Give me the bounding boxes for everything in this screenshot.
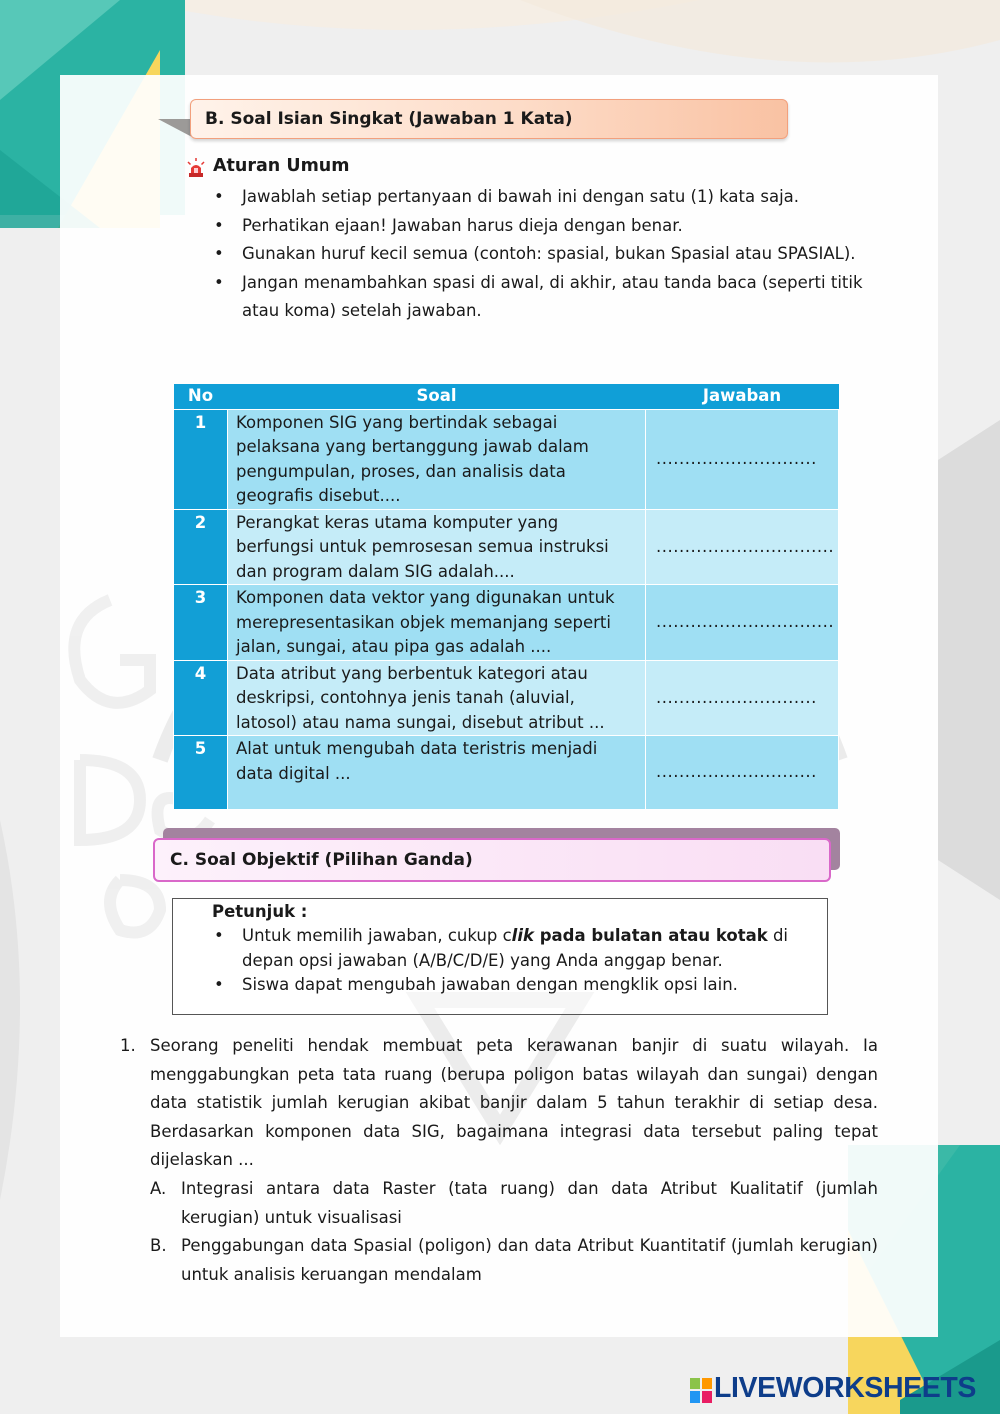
question-text: Data atribut yang berbentuk kategori atau deskripsi, contohnya jenis tanah (aluvial, latosol) atau nama sungai, disebut atribut ... — [228, 660, 646, 736]
table-row — [174, 509, 839, 585]
rule-item: • Gunakan huruf kecil semua (contoh: spasial, bukan Spasial atau SPASIAL). — [214, 244, 856, 263]
section-c-header — [153, 838, 831, 882]
table-row — [174, 660, 839, 736]
rules-list — [214, 183, 864, 326]
instruction-item: • Untuk memilih jawaban, cukup clik pada bulatan atau kotak di depan opsi jawaban (A/B/C/D/E) yang Anda anggap benar. — [214, 926, 789, 970]
question-text: Komponen data vektor yang digunakan untuk merepresentasikan objek memanjang seperti jalan, sungai, atau pipa gas adalah .... — [228, 585, 646, 661]
liveworksheets-logo-icon — [690, 1378, 712, 1403]
section-b-header — [190, 99, 788, 139]
option-letter: B. — [150, 1236, 167, 1256]
option-text: Penggabungan data Spasial (poligon) dan data Atribut Kuantitatif (jumlah kerugian) untuk analisis keruangan mendalam — [181, 1236, 878, 1284]
instruction-list — [214, 924, 814, 998]
column-header-question: Soal — [228, 384, 646, 409]
row-number: 3 — [174, 585, 228, 661]
instruction-box — [172, 898, 828, 1015]
table-row — [174, 736, 839, 810]
question-text: Perangkat keras utama komputer yang berfungsi untuk pemrosesan semua instruksi dan program dalam SIG adalah.... — [228, 509, 646, 585]
siren-icon — [186, 158, 206, 178]
column-header-answer: Jawaban — [646, 384, 839, 409]
rule-item: • Jangan menambahkan spasi di awal, di akhir, atau tanda baca (seperti titik atau koma) setelah jawaban. — [214, 272, 863, 320]
answer-input[interactable]: ............................ — [646, 409, 839, 509]
option-a[interactable] — [150, 1175, 878, 1232]
table-header-row — [174, 384, 839, 409]
question-1 — [120, 1032, 878, 1289]
answer-input[interactable]: ............................... — [646, 585, 839, 661]
section-b-header-tab — [158, 119, 192, 137]
rules-title: Aturan Umum — [213, 156, 350, 176]
liveworksheets-text: LIVEWORKSHEETS — [714, 1372, 977, 1404]
rule-item: • Perhatikan ejaan! Jawaban harus dieja dengan benar. — [214, 215, 683, 235]
option-text: Integrasi antara data Raster (tata ruang) dan data Atribut Kualitatif (jumlah kerugian) untuk visualisasi — [181, 1178, 878, 1227]
option-letter: A. — [150, 1178, 167, 1198]
question-number: 1. — [120, 1036, 136, 1055]
section-c-title: C. Soal Objektif (Pilihan Ganda) — [170, 850, 473, 870]
rule-item: • Jawablah setiap pertanyaan di bawah ini dengan satu (1) kata saja. — [214, 187, 800, 206]
row-number: 2 — [174, 509, 228, 585]
instruction-item: • Siswa dapat mengubah jawaban dengan mengklik opsi lain. — [214, 975, 738, 994]
row-number: 4 — [174, 660, 228, 736]
question-text: Komponen SIG yang bertindak sebagai pelaksana yang bertanggung jawab dalam pengumpulan, proses, dan analisis data geografis disebut.... — [228, 409, 646, 509]
instruction-title: Petunjuk : — [212, 902, 308, 921]
column-header-no: No — [174, 384, 228, 409]
section-b-title: B. Soal Isian Singkat (Jawaban 1 Kata) — [205, 109, 573, 129]
answer-input[interactable]: ............................ — [646, 736, 839, 810]
question-table — [173, 384, 839, 810]
table-row — [174, 585, 839, 661]
question-text: Seorang peneliti hendak membuat peta kerawanan banjir di suatu wilayah. Ia menggabungkan peta tata ruang (berupa poligon batas wilayah dan sungai) dengan data statistik jumlah kerugian akibat banjir dalam 5 tahun terakhir di setiap desa. Berdasarkan komponen data SIG, bagaimana integrasi data tersebut paling tepat dijelaskan ... — [150, 1036, 878, 1170]
table-row — [174, 409, 839, 509]
answer-input[interactable]: ............................ — [646, 660, 839, 736]
row-number: 1 — [174, 409, 228, 509]
option-b[interactable] — [150, 1232, 878, 1289]
question-text: Alat untuk mengubah data teristris menjadi data digital ... — [228, 736, 646, 810]
row-number: 5 — [174, 736, 228, 810]
answer-input[interactable]: ............................... — [646, 509, 839, 585]
